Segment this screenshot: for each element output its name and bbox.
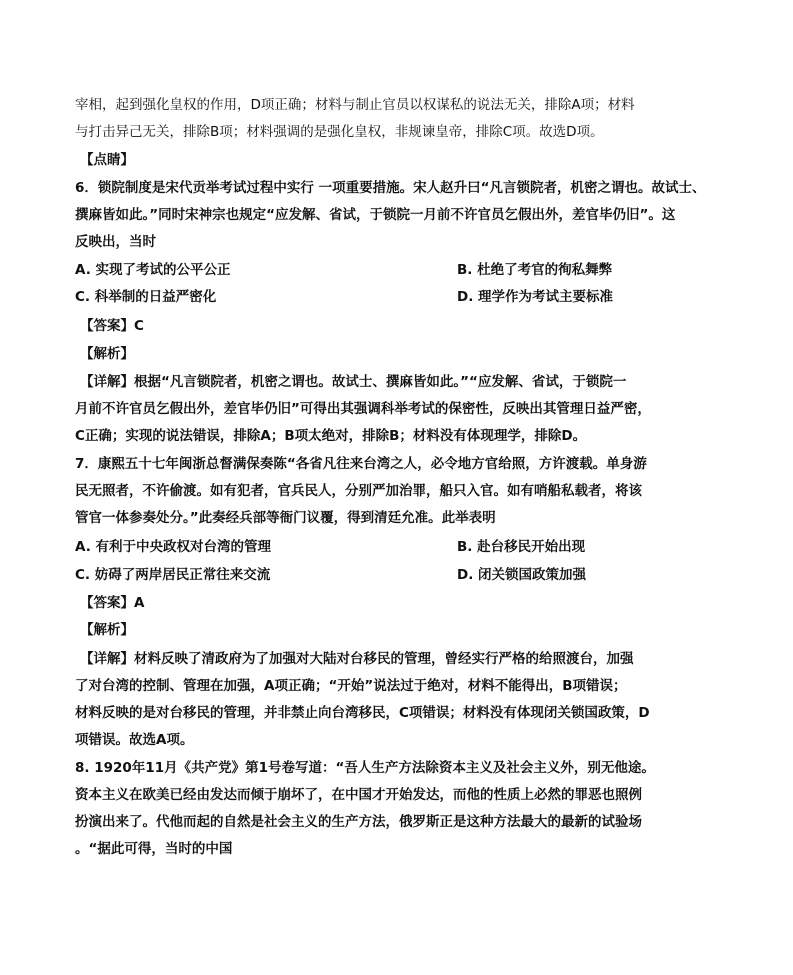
- q8-stem: 8. 1920年11月《共产党》第1号卷写道：“吾人生产方法除资本主义及社会主义外，别无他途。: [75, 760, 655, 776]
- q7-detail: 材料反映的是对台移民的管理，并非禁止向台湾移民，C项错误；材料没有体现闭关锁国政策，D: [75, 705, 650, 721]
- q6-option-a: A. 实现了考试的公平公正: [75, 262, 231, 278]
- q8-stem: 扮演出来了。代他而起的自然是社会主义的生产方法，俄罗斯正是这种方法最大的最新的试验场: [75, 814, 642, 830]
- hint-heading: 【点睛】: [80, 152, 134, 168]
- q6-detail: C正确；实现的说法错误，排除A；B项太绝对，排除B；材料没有体现理学，排除D。: [75, 428, 587, 444]
- q7-option-c: C. 妨碍了两岸居民正常往来交流: [75, 567, 271, 583]
- q6-analysis-heading: 【解析】: [80, 346, 134, 362]
- q7-analysis-heading: 【解析】: [80, 622, 134, 638]
- text-line: 宰相，起到强化皇权的作用，D项正确；材料与制止官员以权谋私的说法无关，排除A项；材料: [75, 97, 635, 113]
- q8-stem: 。“据此可得，当时的中国: [75, 841, 233, 857]
- q7-stem: 管官一体参奏处分。”此奏经兵部等衙门议覆，得到清廷允准。此举表明: [75, 510, 496, 526]
- q7-stem: 民无照者，不许偷渡。如有犯者，官兵民人，分别严加治罪，船只入官。如有哨船私载者，将该: [75, 483, 642, 499]
- q6-option-c: C. 科举制的日益严密化: [75, 289, 217, 305]
- q7-options-row: [75, 565, 715, 585]
- q7-detail: 了对台湾的控制、管理在加强，A项正确；“开始”说法过于绝对，材料不能得出，B项错误；: [75, 678, 627, 694]
- q6-stem: 撰麻皆如此。”同时宋神宗也规定“应发解、省试，于锁院一月前不许官员乞假出外，差官毕仍旧”。这: [75, 207, 676, 223]
- q6-option-d: D. 理学作为考试主要标准: [457, 289, 614, 305]
- q7-option-d: D. 闭关锁国政策加强: [457, 567, 587, 583]
- text-line: 与打击异己无关，排除B项；材料强调的是强化皇权，非规谏皇帝，排除C项。故选D项。: [75, 124, 604, 140]
- q7-detail: 项错误。故选A项。: [75, 732, 194, 748]
- q6-options-row: [75, 260, 715, 280]
- q6-detail: 【详解】根据“凡言锁院者，机密之谓也。故试士、撰麻皆如此。”“应发解、省试，于锁院一: [80, 374, 627, 390]
- q6-stem: 6．锁院制度是宋代贡举考试过程中实行 一项重要措施。宋人赵升曰“凡言锁院者，机密之谓也。故试士、: [75, 180, 706, 196]
- q7-options-row: [75, 537, 715, 557]
- q7-detail: 【详解】材料反映了清政府为了加强对大陆对台移民的管理，曾经实行严格的给照渡台，加强: [80, 651, 634, 667]
- q6-options-row: [75, 287, 715, 307]
- q6-stem: 反映出，当时: [75, 234, 156, 250]
- q7-option-b: B. 赴台移民开始出现: [457, 539, 586, 555]
- q7-answer: 【答案】A: [80, 595, 145, 611]
- q6-option-b: B. 杜绝了考官的徇私舞弊: [457, 262, 613, 278]
- q6-answer: 【答案】C: [80, 318, 144, 334]
- q7-option-a: A. 有利于中央政权对台湾的管理: [75, 539, 272, 555]
- q6-detail: 月前不许官员乞假出外，差官毕仍旧”可得出其强调科举考试的保密性，反映出其管理日益严密，: [75, 401, 651, 417]
- q7-stem: 7．康熙五十七年闽浙总督满保奏陈“各省凡往来台湾之人，必令地方官给照，方许渡载。单身游: [75, 456, 647, 472]
- q8-stem: 资本主义在欧美已经由发达而倾于崩坏了，在中国才开始发达，而他的性质上必然的罪恶也照例: [75, 787, 642, 803]
